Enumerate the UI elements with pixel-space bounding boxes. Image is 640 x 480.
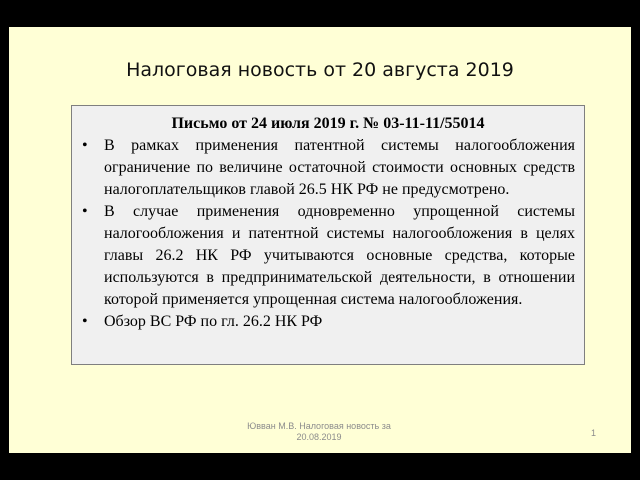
bullet-icon: • <box>82 313 88 330</box>
footer-text: Ювван М.В. Налоговая новость за 20.08.2019 <box>247 421 391 442</box>
bullet-item <box>72 311 584 333</box>
slide <box>9 27 631 453</box>
bullet-text: В случае применения одновременно упрощенной системы налогообложения и патентной системы налогообложения в целях главы 26.2 НК РФ учитываются основные средства, которые используются в предпринимательской деятельности, в отношении которой применяется упрощенная система налогообложения. <box>104 203 575 308</box>
bullet-item <box>72 135 584 201</box>
letter-heading: Письмо от 24 июля 2019 г. № 03-11-11/55014 <box>171 115 485 132</box>
bullet-item <box>72 201 584 311</box>
bullet-icon: • <box>82 203 88 220</box>
bullet-icon: • <box>82 137 88 154</box>
bullet-text: Обзор ВС РФ по гл. 26.2 НК РФ <box>104 313 323 330</box>
page-number: 1 <box>591 428 597 438</box>
content-box <box>71 105 585 365</box>
bullet-text: В рамках применения патентной системы налогообложения ограничение по величине остаточной стоимости основных средств налогоплательщиков главой 26.5 НК РФ не предусмотрено. <box>104 137 575 198</box>
slide-title: Налоговая новость от 20 августа 2019 <box>126 59 514 81</box>
